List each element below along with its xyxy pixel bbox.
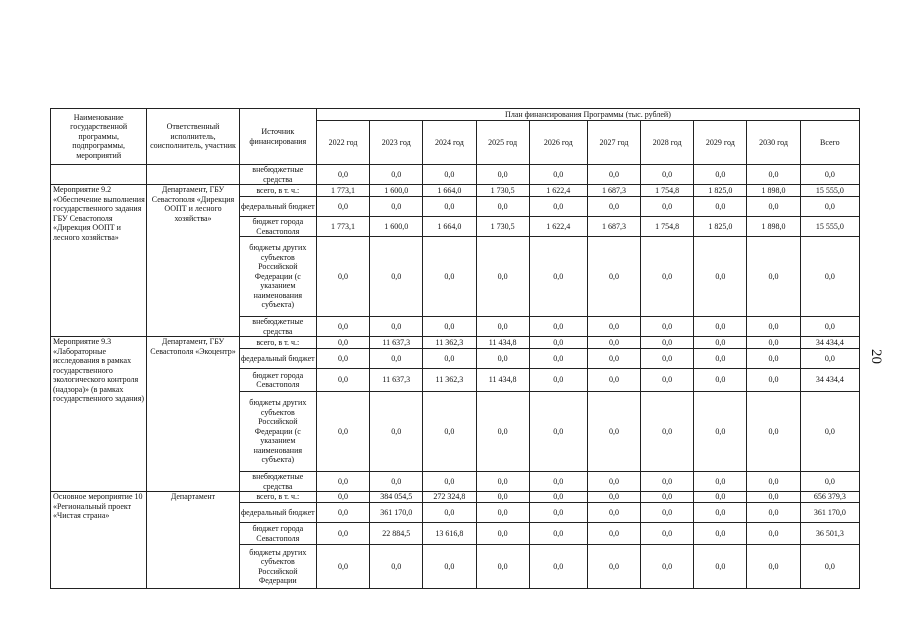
year-header: 2024 год [423, 121, 476, 165]
value-cell: 0,0 [641, 492, 694, 503]
value-cell: 0,0 [423, 545, 476, 589]
value-cell: 1 730,5 [476, 217, 529, 237]
value-cell: 0,0 [747, 369, 800, 392]
source-regions: бюджеты других субъектов Российской Федерации (с указанием наименования субъекта) [239, 392, 316, 472]
value-cell: 0,0 [476, 545, 529, 589]
table-row [51, 492, 860, 503]
value-cell: 384 054,5 [370, 492, 423, 503]
value-cell: 15 555,0 [800, 185, 859, 197]
value-cell: 0,0 [529, 349, 587, 369]
value-cell: 34 434,4 [800, 369, 859, 392]
value-cell: 0,0 [587, 523, 640, 545]
value-cell: 0,0 [316, 545, 369, 589]
value-cell: 0,0 [641, 503, 694, 523]
year-header: 2027 год [587, 121, 640, 165]
value-cell: 0,0 [747, 317, 800, 337]
header-source: Источник финансирования [239, 109, 316, 165]
year-header: 2026 год [529, 121, 587, 165]
value-cell: 15 555,0 [800, 217, 859, 237]
value-cell: 0,0 [747, 197, 800, 217]
value-cell: 0,0 [476, 237, 529, 317]
value-cell: 0,0 [747, 165, 800, 185]
value-cell: 0,0 [694, 237, 747, 317]
value-cell: 0,0 [476, 503, 529, 523]
value-cell: 0,0 [747, 545, 800, 589]
value-cell: 272 324,8 [423, 492, 476, 503]
financing-table [50, 108, 860, 589]
value-cell: 361 170,0 [370, 503, 423, 523]
value-cell: 0,0 [800, 237, 859, 317]
value-cell: 0,0 [423, 317, 476, 337]
value-cell: 0,0 [316, 197, 369, 217]
source-total: всего, в т. ч.: [239, 337, 316, 349]
value-cell: 0,0 [800, 317, 859, 337]
value-cell: 0,0 [641, 337, 694, 349]
value-cell: 0,0 [476, 349, 529, 369]
value-cell: 0,0 [370, 317, 423, 337]
value-cell: 0,0 [747, 392, 800, 472]
year-header: 2029 год [694, 121, 747, 165]
value-cell: 0,0 [800, 165, 859, 185]
value-cell: 0,0 [587, 349, 640, 369]
table-row [51, 185, 860, 197]
value-cell: 1 622,4 [529, 217, 587, 237]
value-cell: 0,0 [694, 503, 747, 523]
value-cell: 0,0 [476, 392, 529, 472]
value-cell: 0,0 [800, 392, 859, 472]
value-cell: 0,0 [694, 523, 747, 545]
value-cell: 0,0 [641, 545, 694, 589]
value-cell: 0,0 [423, 349, 476, 369]
value-cell: 1 730,5 [476, 185, 529, 197]
value-cell: 1 687,3 [587, 185, 640, 197]
value-cell: 0,0 [529, 197, 587, 217]
value-cell: 0,0 [529, 165, 587, 185]
value-cell: 0,0 [423, 197, 476, 217]
year-header: 2022 год [316, 121, 369, 165]
value-cell: 0,0 [370, 237, 423, 317]
value-cell: 0,0 [316, 317, 369, 337]
value-cell: 0,0 [370, 392, 423, 472]
value-cell: 1 754,8 [641, 217, 694, 237]
year-header: Всего [800, 121, 859, 165]
source-total: всего, в т. ч.: [239, 492, 316, 503]
value-cell: 0,0 [694, 369, 747, 392]
source-city: бюджет города Севастополя [239, 369, 316, 392]
year-header: 2025 год [476, 121, 529, 165]
value-cell: 0,0 [800, 545, 859, 589]
value-cell: 0,0 [800, 197, 859, 217]
header-name: Наименование государственной программы, подпрограммы, мероприятий [51, 109, 147, 165]
value-cell: 1 600,0 [370, 185, 423, 197]
value-cell: 0,0 [747, 492, 800, 503]
value-cell: 0,0 [529, 503, 587, 523]
value-cell: 0,0 [694, 349, 747, 369]
source-regions: бюджеты других субъектов Российской Федерации [239, 545, 316, 589]
responsible-executor: Департамент, ГБУ Севастополя «Дирекция ООПТ и лесного хозяйства» [147, 185, 239, 337]
value-cell: 11 362,3 [423, 369, 476, 392]
source-federal: федеральный бюджет [239, 503, 316, 523]
value-cell: 0,0 [587, 237, 640, 317]
value-cell: 22 884,5 [370, 523, 423, 545]
value-cell: 0,0 [529, 237, 587, 317]
value-cell: 0,0 [641, 523, 694, 545]
value-cell: 1 898,0 [747, 217, 800, 237]
value-cell: 0,0 [694, 337, 747, 349]
value-cell: 0,0 [747, 349, 800, 369]
value-cell: 0,0 [587, 369, 640, 392]
value-cell: 1 622,4 [529, 185, 587, 197]
value-cell: 0,0 [316, 523, 369, 545]
value-cell: 11 434,8 [476, 369, 529, 392]
value-cell: 0,0 [641, 317, 694, 337]
responsible-executor: Департамент [147, 492, 239, 589]
value-cell: 0,0 [476, 317, 529, 337]
value-cell: 0,0 [694, 472, 747, 492]
value-cell: 0,0 [529, 392, 587, 472]
value-cell: 0,0 [747, 503, 800, 523]
value-cell: 0,0 [587, 545, 640, 589]
page-number: 20 [868, 349, 884, 364]
value-cell: 0,0 [370, 197, 423, 217]
value-cell: 656 379,3 [800, 492, 859, 503]
value-cell: 0,0 [587, 392, 640, 472]
value-cell: 0,0 [641, 392, 694, 472]
value-cell: 0,0 [316, 369, 369, 392]
header-responsible: Ответственный исполнитель, соисполнитель, участник [147, 109, 239, 165]
value-cell: 0,0 [587, 472, 640, 492]
value-cell: 0,0 [694, 317, 747, 337]
value-cell: 0,0 [587, 317, 640, 337]
value-cell: 0,0 [476, 492, 529, 503]
value-cell: 1 773,1 [316, 217, 369, 237]
value-cell: 0,0 [316, 237, 369, 317]
value-cell: 361 170,0 [800, 503, 859, 523]
blank-cell [147, 165, 239, 185]
value-cell: 0,0 [476, 472, 529, 492]
value-cell: 0,0 [747, 337, 800, 349]
value-cell: 0,0 [423, 237, 476, 317]
value-cell: 0,0 [641, 472, 694, 492]
value-cell: 0,0 [641, 349, 694, 369]
value-cell: 11 637,3 [370, 369, 423, 392]
value-cell: 0,0 [423, 503, 476, 523]
value-cell: 1 600,0 [370, 217, 423, 237]
value-cell: 0,0 [529, 337, 587, 349]
value-cell: 13 616,8 [423, 523, 476, 545]
value-cell: 0,0 [800, 472, 859, 492]
blank-cell [51, 165, 147, 185]
value-cell: 0,0 [529, 492, 587, 503]
value-cell: 0,0 [747, 237, 800, 317]
table-row [51, 337, 860, 349]
value-cell: 0,0 [800, 349, 859, 369]
source-city: бюджет города Севастополя [239, 217, 316, 237]
value-cell: 0,0 [641, 237, 694, 317]
value-cell: 1 664,0 [423, 217, 476, 237]
value-cell: 1 773,1 [316, 185, 369, 197]
source-offbudget: внебюджетные средства [239, 472, 316, 492]
value-cell: 0,0 [529, 545, 587, 589]
value-cell: 0,0 [529, 369, 587, 392]
value-cell: 0,0 [747, 472, 800, 492]
value-cell: 0,0 [370, 545, 423, 589]
value-cell: 0,0 [476, 523, 529, 545]
value-cell: 0,0 [587, 503, 640, 523]
value-cell: 1 687,3 [587, 217, 640, 237]
source-regions: бюджеты других субъектов Российской Федерации (с указанием наименования субъекта) [239, 237, 316, 317]
activity-name: Основное мероприятие 10 «Региональный проект «Чистая страна» [51, 492, 147, 589]
value-cell: 0,0 [694, 392, 747, 472]
value-cell: 0,0 [529, 523, 587, 545]
year-header: 2028 год [641, 121, 694, 165]
responsible-executor: Департамент, ГБУ Севастополя «Экоцентр» [147, 337, 239, 492]
value-cell: 1 898,0 [747, 185, 800, 197]
value-cell: 0,0 [316, 165, 369, 185]
value-cell: 0,0 [423, 392, 476, 472]
value-cell: 0,0 [641, 369, 694, 392]
value-cell: 0,0 [747, 523, 800, 545]
value-cell: 36 501,3 [800, 523, 859, 545]
value-cell: 0,0 [316, 492, 369, 503]
value-cell: 11 637,3 [370, 337, 423, 349]
value-cell: 0,0 [529, 317, 587, 337]
value-cell: 0,0 [694, 492, 747, 503]
value-cell: 0,0 [587, 492, 640, 503]
value-cell: 0,0 [423, 165, 476, 185]
value-cell: 1 825,0 [694, 185, 747, 197]
value-cell: 0,0 [694, 545, 747, 589]
activity-name: Мероприятие 9.3 «Лабораторные исследования в рамках государственного экологического контроля (надзора)» (в рамках государственного задания) [51, 337, 147, 492]
value-cell: 0,0 [476, 197, 529, 217]
value-cell: 0,0 [316, 503, 369, 523]
value-cell: 0,0 [641, 165, 694, 185]
value-cell: 0,0 [529, 472, 587, 492]
value-cell: 11 362,3 [423, 337, 476, 349]
value-cell: 0,0 [370, 349, 423, 369]
value-cell: 0,0 [587, 337, 640, 349]
activity-name: Мероприятие 9.2 «Обеспечение выполнения государственного задания ГБУ Севастополя «Дирекция ООПТ и лесного хозяйства» [51, 185, 147, 337]
year-header: 2030 год [747, 121, 800, 165]
value-cell: 34 434,4 [800, 337, 859, 349]
value-cell: 0,0 [694, 197, 747, 217]
source-total: всего, в т. ч.: [239, 185, 316, 197]
value-cell: 0,0 [476, 165, 529, 185]
value-cell: 0,0 [370, 472, 423, 492]
value-cell: 1 754,8 [641, 185, 694, 197]
value-cell: 0,0 [587, 197, 640, 217]
source-offbudget: внебюджетные средства [239, 165, 316, 185]
source-federal: федеральный бюджет [239, 197, 316, 217]
value-cell: 0,0 [370, 165, 423, 185]
value-cell: 0,0 [316, 337, 369, 349]
value-cell: 0,0 [423, 472, 476, 492]
value-cell: 0,0 [316, 349, 369, 369]
value-cell: 1 664,0 [423, 185, 476, 197]
source-offbudget: внебюджетные средства [239, 317, 316, 337]
source-city: бюджет города Севастополя [239, 523, 316, 545]
value-cell: 11 434,8 [476, 337, 529, 349]
value-cell: 0,0 [641, 197, 694, 217]
source-federal: федеральный бюджет [239, 349, 316, 369]
header-plan: План финансирования Программы (тыс. рублей) [316, 109, 859, 121]
value-cell: 0,0 [694, 165, 747, 185]
value-cell: 0,0 [316, 392, 369, 472]
value-cell: 1 825,0 [694, 217, 747, 237]
value-cell: 0,0 [587, 165, 640, 185]
year-header: 2023 год [370, 121, 423, 165]
value-cell: 0,0 [316, 472, 369, 492]
